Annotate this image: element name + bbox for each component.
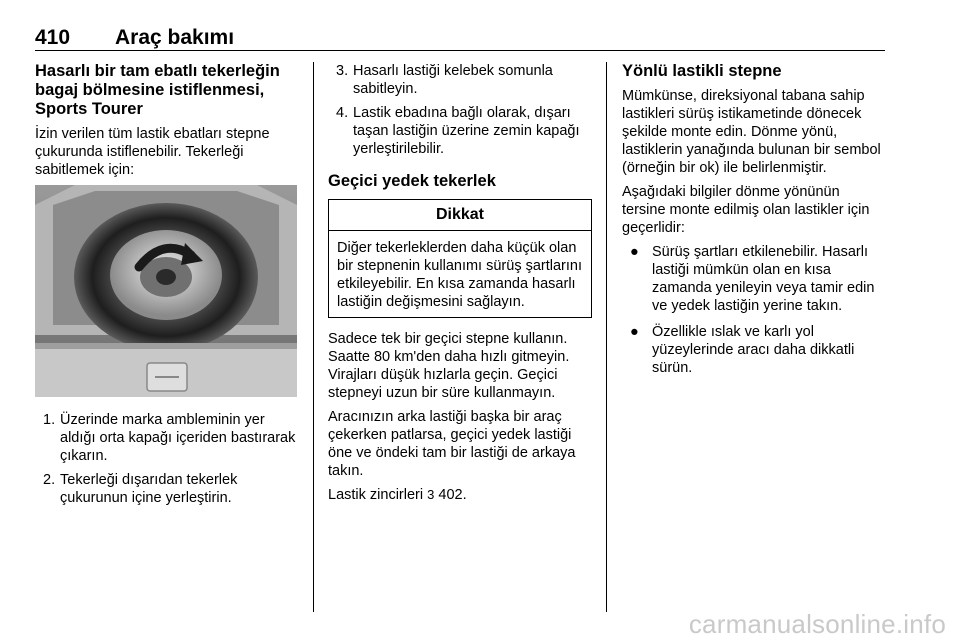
column-divider: [313, 62, 314, 612]
cross-reference: [328, 486, 593, 504]
page-reference-icon: 3: [427, 487, 435, 502]
section-heading: Yönlü lastikli stepne: [622, 62, 782, 80]
section-heading: Hasarlı bir tam ebatlı tekerleğin bagaj bölmesine istiflenmesi, Sports Tourer: [35, 62, 280, 118]
list-item: [35, 471, 297, 507]
reference-page[interactable]: 402.: [438, 487, 467, 503]
page-header: [35, 26, 885, 51]
caution-title: Dikkat: [329, 200, 591, 231]
body-paragraph: Aşağıdaki bilgiler dönme yönünün tersine monte edilmiş olan lastikler için geçerlidir:: [622, 184, 870, 236]
middle-column: [328, 62, 593, 510]
bullet-icon: ●: [630, 244, 639, 260]
caution-text: Diğer tekerleklerden daha küçük olan bir stepnenin kullanımı sürüş şartlarını etkileyebilir. En kısa zamanda hasarlı lastiğin değişmesini sağlayın.: [337, 240, 582, 310]
body-paragraph: Aracınızın arka lastiği başka bir araç çekerken patlarsa, geçici yedek lastiği öne ve öndeki tam bir lastiği de arkaya takın.: [328, 409, 576, 479]
left-column: [35, 62, 297, 513]
bullet-list: [622, 243, 887, 377]
step-text: Lastik ebadına bağlı olarak, dışarı taşan lastiğin üzerine zemin kapağı yerleştirilebilir.: [353, 105, 580, 157]
reference-label: Lastik zincirleri: [328, 487, 424, 503]
list-item: [328, 104, 593, 158]
step-text: Hasarlı lastiği kelebek somunla sabitleyin.: [353, 63, 553, 97]
bullet-text: Özellikle ıslak ve karlı yol yüzeylerinde aracı daha dikkatli sürün.: [652, 324, 855, 376]
step-number: 1.: [43, 412, 56, 428]
caution-box: [328, 199, 592, 318]
step-list: [328, 62, 593, 158]
step-list: [35, 411, 297, 507]
bullet-icon: ●: [630, 324, 639, 340]
step-text: Üzerinde marka ambleminin yer aldığı orta kapağı içeriden bastırarak çıkarın.: [60, 412, 296, 464]
list-item: [328, 62, 593, 98]
body-paragraph: Mümkünse, direksiyonal tabana sahip lastikleri sürüş istikametinde dönecek şekilde monte edin. Dönme yönü, lastiklerin yanağında bulunan bir sembol (örneğin bir ok) ile belirlenmiştir.: [622, 88, 881, 176]
body-paragraph: Sadece tek bir geçici stepne kullanın. Saatte 80 km'den daha hızlı gitmeyin. Virajları düşük hızlarla geçin. Geçici stepneyi uzun bir süre kullanmayın.: [328, 331, 570, 401]
watermark: carmanualsonline.info: [688, 609, 946, 639]
list-item: [622, 323, 887, 377]
step-number: 3.: [336, 63, 349, 79]
right-column: [622, 62, 887, 385]
list-item: [622, 243, 887, 315]
column-divider: [606, 62, 607, 612]
bullet-text: Sürüş şartları etkilenebilir. Hasarlı lastiği mümkün olan en kısa zamanda yenileyin veya tamir edin ve yedek lastiğin yerine takın.: [652, 244, 875, 314]
step-text: Tekerleği dışarıdan tekerlek çukurunun içine yerleştirin.: [60, 472, 238, 506]
section-heading: Geçici yedek tekerlek: [328, 172, 496, 190]
chapter-title: Araç bakımı: [115, 26, 235, 49]
intro-paragraph: İzin verilen tüm lastik ebatları stepne çukurunda istiflenebilir. Tekerleği sabitlemek için:: [35, 126, 270, 178]
list-item: [35, 411, 297, 465]
page-number: 410: [35, 26, 71, 49]
spare-wheel-well-illustration: [35, 185, 297, 397]
step-number: 2.: [43, 472, 56, 488]
step-number: 4.: [336, 105, 349, 121]
